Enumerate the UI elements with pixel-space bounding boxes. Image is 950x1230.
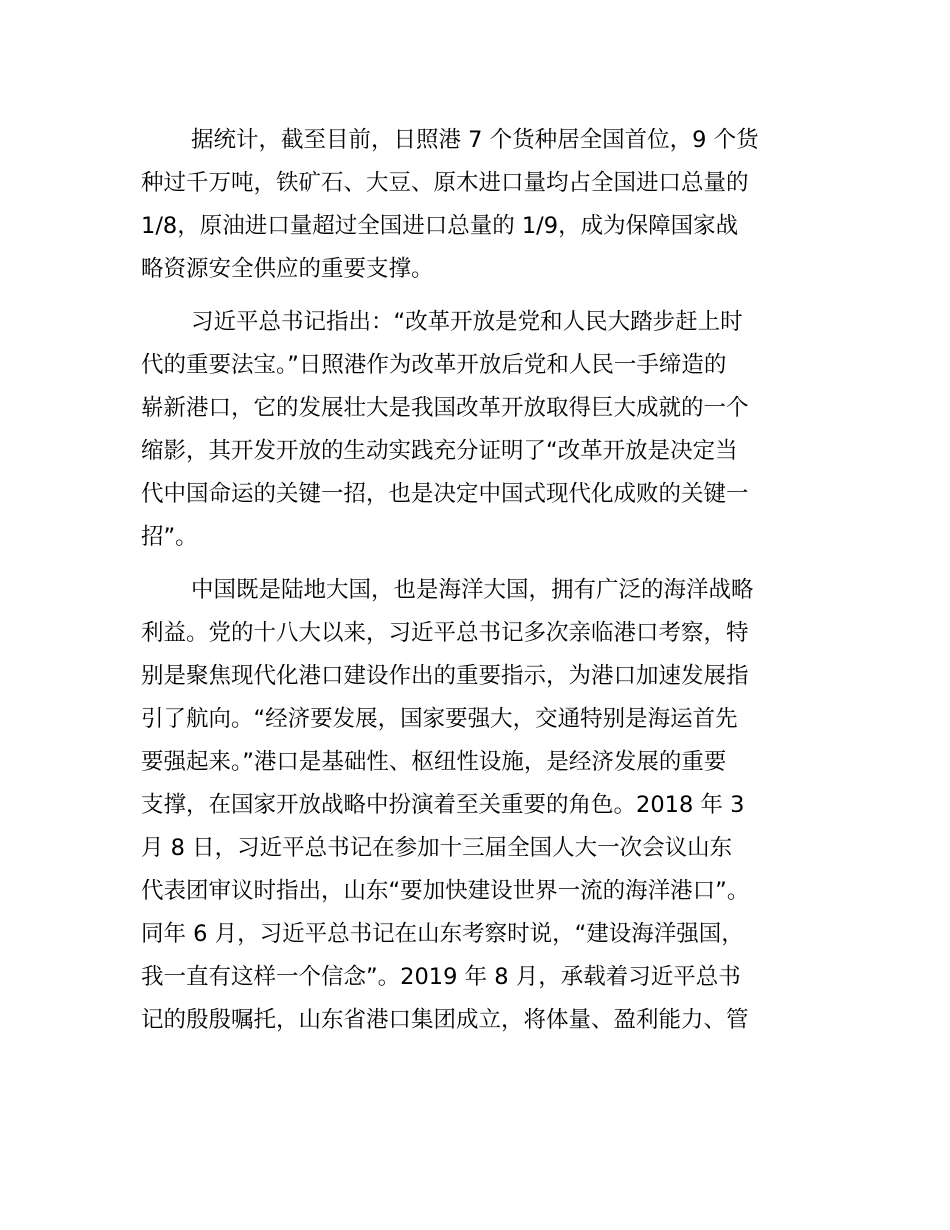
document-body xyxy=(141,119,821,1052)
paragraph-line: 缩影，其开发开放的生动实践充分证明了“改革开放是决定当 xyxy=(141,438,738,464)
paragraph-line: 代中国命运的关键一招，也是决定中国式现代化成败的关键一 xyxy=(141,481,749,507)
paragraph-line: 崭新港口，它的发展壮大是我国改革开放取得巨大成就的一个 xyxy=(141,395,749,421)
paragraph-line: 记的殷殷嘱托，山东省港口集团成立，将体量、盈利能力、管 xyxy=(141,1007,749,1033)
paragraph-reform-opening xyxy=(141,301,821,559)
paragraph-line: 引了航向。“经济要发展，国家要强大，交通特别是海运首先 xyxy=(141,706,738,732)
paragraph-line: 招”。 xyxy=(141,524,198,550)
paragraph-statistics xyxy=(141,119,821,291)
paragraph-line: 代的重要法宝。”日照港作为改革开放后党和人民一手缔造的 xyxy=(141,352,727,378)
paragraph-line: 利益。党的十八大以来，习近平总书记多次亲临港口考察，特 xyxy=(141,620,749,646)
paragraph-line: 中国既是陆地大国，也是海洋大国，拥有广泛的海洋战略 xyxy=(191,577,754,603)
paragraph-line: 据统计，截至目前，日照港 7 个货种居全国首位，9 个货 xyxy=(191,127,759,153)
paragraph-line: 月 8 日，习近平总书记在参加十三届全国人大一次会议山东 xyxy=(141,835,733,861)
paragraph-line: 习近平总书记指出：“改革开放是党和人民大踏步赶上时 xyxy=(191,309,743,335)
paragraph-line: 别是聚焦现代化港口建设作出的重要指示，为港口加速发展指 xyxy=(141,663,749,689)
paragraph-line: 我一直有这样一个信念”。2019 年 8 月，承载着习近平总书 xyxy=(141,964,741,990)
paragraph-line: 1/8，原油进口量超过全国进口总量的 1/9，成为保障国家战 xyxy=(141,213,739,239)
paragraph-line: 要强起来。”港口是基础性、枢纽性设施，是经济发展的重要 xyxy=(141,749,727,775)
paragraph-line: 略资源安全供应的重要支撑。 xyxy=(141,256,434,282)
paragraph-line: 同年 6 月，习近平总书记在山东考察时说，“建设海洋强国， xyxy=(141,921,744,947)
paragraph-maritime-power xyxy=(141,569,821,1042)
paragraph-line: 支撑，在国家开放战略中扮演着至关重要的角色。2018 年 3 xyxy=(141,792,745,818)
paragraph-line: 代表团审议时指出，山东“要加快建设世界一流的海洋港口”。 xyxy=(141,878,750,904)
paragraph-line: 种过千万吨，铁矿石、大豆、原木进口量均占全国进口总量的 xyxy=(141,170,749,196)
